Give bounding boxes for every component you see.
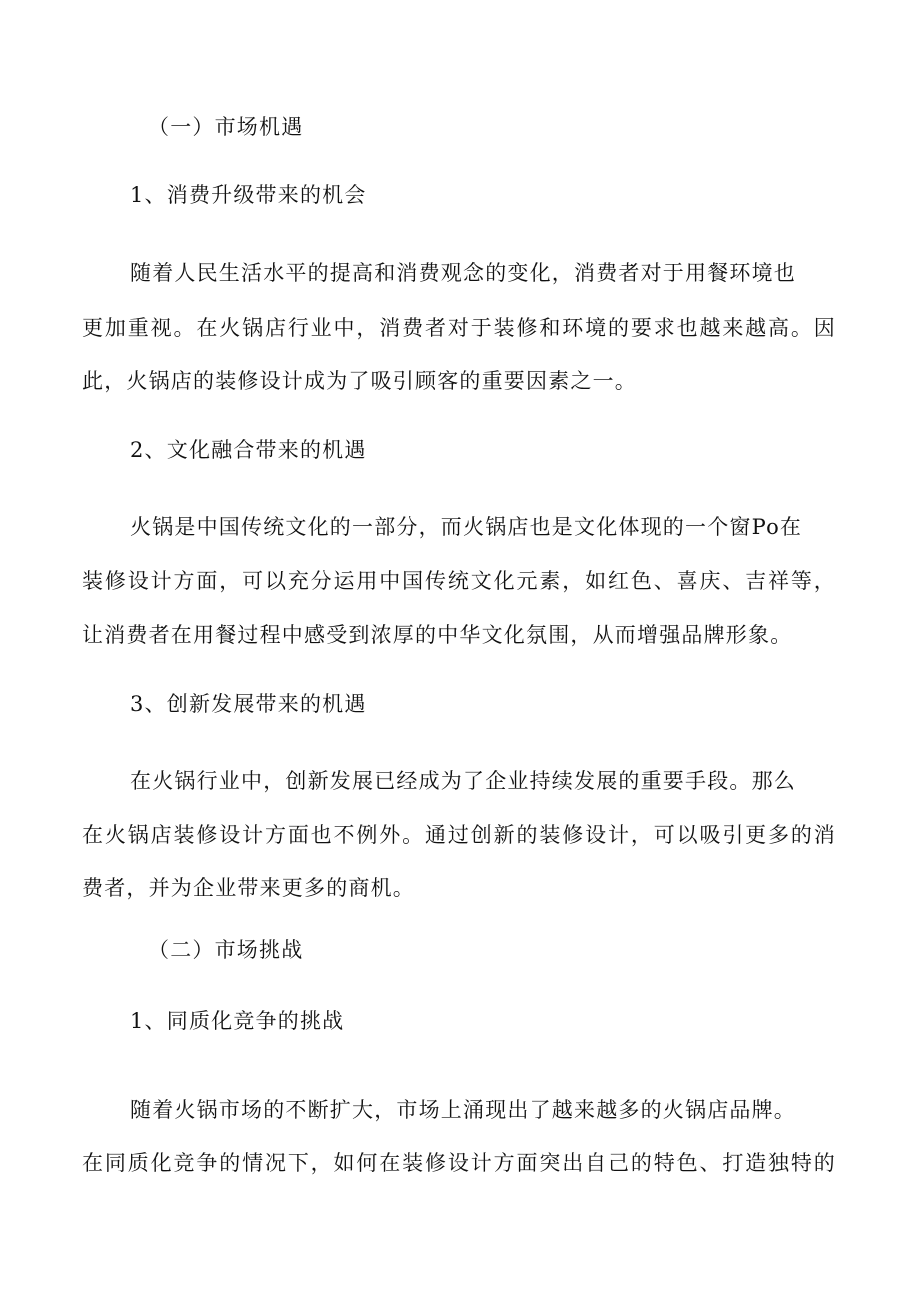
item-heading-consumption-upgrade: 1、消费升级带来的机会 [130, 183, 367, 207]
paragraph-line: 更加重视。在火锅店行业中，消费者对于装修和环境的要求也越来越高。因 [82, 316, 836, 340]
item-heading-cultural-fusion: 2、文化融合带来的机遇 [130, 438, 367, 462]
section-heading-market-opportunities: （一）市场机遇 [148, 115, 304, 139]
paragraph-line: 在火锅店装修设计方面也不例外。通过创新的装修设计，可以吸引更多的消 [82, 823, 836, 847]
paragraph-line: 随着人民生活水平的提高和消费观念的变化，消费者对于用餐环境也 [130, 261, 796, 285]
paragraph-line: 在火锅行业中，创新发展已经成为了企业持续发展的重要手段。那么 [130, 769, 796, 793]
paragraph-line: 在同质化竞争的情况下，如何在装修设计方面突出自己的特色、打造独特的 [82, 1151, 836, 1175]
paragraph-line: 装修设计方面，可以充分运用中国传统文化元素，如红色、喜庆、吉祥等， [82, 569, 836, 593]
section-heading-market-challenges: （二）市场挑战 [148, 938, 304, 962]
paragraph-line: 费者，并为企业带来更多的商机。 [82, 876, 415, 900]
paragraph-line: 让消费者在用餐过程中感受到浓厚的中华文化氛围，从而增强品牌形象。 [82, 623, 793, 647]
item-heading-innovation: 3、创新发展带来的机遇 [130, 692, 367, 716]
paragraph-line: 此，火锅店的装修设计成为了吸引顾客的重要因素之一。 [82, 369, 637, 393]
item-heading-homogeneous-competition: 1、同质化竞争的挑战 [130, 1009, 345, 1033]
paragraph-line: 随着火锅市场的不断扩大，市场上涌现出了越来越多的火锅店品牌。 [130, 1098, 796, 1122]
paragraph-line: 火锅是中国传统文化的一部分，而火锅店也是文化体现的一个窗Po在 [130, 515, 803, 539]
